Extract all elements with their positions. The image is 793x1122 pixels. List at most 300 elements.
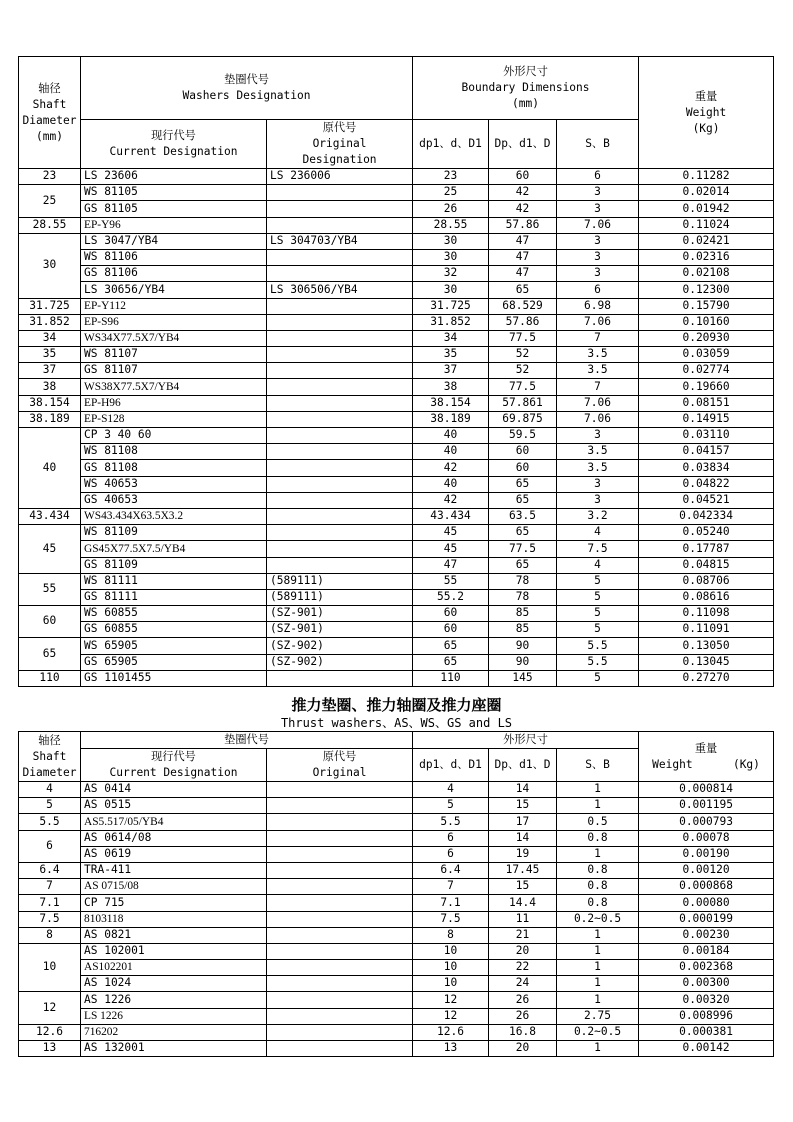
shaft-cell: 38.154 <box>19 395 81 411</box>
original-designation-cell <box>267 830 413 846</box>
dp-cell: 78 <box>489 573 557 589</box>
washers-table-body <box>19 169 774 687</box>
sb-cell: 2.75 <box>557 1008 639 1024</box>
original-designation-cell <box>267 185 413 201</box>
sb-cell: 3 <box>557 492 639 508</box>
shaft-cell: 37 <box>19 363 81 379</box>
shaft-cell: 7 <box>19 879 81 895</box>
dp1-cell: 34 <box>413 330 489 346</box>
washers-designation-header: 垫圈代号 <box>81 732 413 749</box>
dp-cell: 60 <box>489 460 557 476</box>
original-designation-cell <box>267 862 413 878</box>
original-designation-cell <box>267 782 413 798</box>
original-designation-cell: (SZ-902) <box>267 638 413 654</box>
current-designation-cell: WS 81107 <box>81 347 267 363</box>
dp1-cell: 42 <box>413 460 489 476</box>
weight-cell: 0.08616 <box>639 589 774 605</box>
dp1-cell: 30 <box>413 282 489 298</box>
dp1-cell: 25 <box>413 185 489 201</box>
dp1-cell: 28.55 <box>413 217 489 233</box>
current-designation-cell: AS 0715/08 <box>81 879 267 895</box>
dp1-cell: 10 <box>413 960 489 976</box>
table-row <box>19 185 774 201</box>
table-row <box>19 814 774 830</box>
weight-cell: 0.11282 <box>639 169 774 185</box>
sb-cell: 3 <box>557 233 639 249</box>
dp1-cell: 5 <box>413 798 489 814</box>
sb-cell: 3.2 <box>557 508 639 524</box>
weight-cell: 0.13050 <box>639 638 774 654</box>
dp1-cell: 6.4 <box>413 862 489 878</box>
sb-cell: 3.5 <box>557 460 639 476</box>
table-row <box>19 525 774 541</box>
table-row <box>19 347 774 363</box>
dp-cell: 24 <box>489 976 557 992</box>
weight-cell: 0.11024 <box>639 217 774 233</box>
weight-cell: 0.03834 <box>639 460 774 476</box>
table-row <box>19 541 774 557</box>
weight-cell: 0.03059 <box>639 347 774 363</box>
dp1-cell: 6 <box>413 846 489 862</box>
current-designation-cell: WS 40653 <box>81 476 267 492</box>
sb-cell: 5 <box>557 622 639 638</box>
weight-cell: 0.19660 <box>639 379 774 395</box>
dp-cell: 69.875 <box>489 411 557 427</box>
original-designation-cell <box>267 298 413 314</box>
dp-cell: 90 <box>489 654 557 670</box>
sb-cell: 3 <box>557 185 639 201</box>
dp-cell: 52 <box>489 347 557 363</box>
weight-cell: 0.00078 <box>639 830 774 846</box>
weight-cell: 0.00300 <box>639 976 774 992</box>
dp1-cell: 55 <box>413 573 489 589</box>
sb-cell: 5.5 <box>557 638 639 654</box>
current-designation-cell: AS 0515 <box>81 798 267 814</box>
table-row <box>19 557 774 573</box>
original-designation-cell <box>267 217 413 233</box>
original-designation-cell: (SZ-901) <box>267 606 413 622</box>
weight-cell: 0.02421 <box>639 233 774 249</box>
shaft-cell: 6.4 <box>19 862 81 878</box>
dp-cell: 57.86 <box>489 314 557 330</box>
dp-cell: 65 <box>489 557 557 573</box>
dp1-cell: 10 <box>413 976 489 992</box>
table-row <box>19 330 774 346</box>
dp-cell: 65 <box>489 525 557 541</box>
sb-cell: 1 <box>557 782 639 798</box>
table-row <box>19 444 774 460</box>
table-row <box>19 411 774 427</box>
weight-cell: 0.042334 <box>639 508 774 524</box>
original-designation-cell <box>267 379 413 395</box>
shaft-cell: 40 <box>19 428 81 509</box>
original-designation-cell: (SZ-901) <box>267 622 413 638</box>
weight-cell: 0.11098 <box>639 606 774 622</box>
sb-cell: 3 <box>557 428 639 444</box>
table-row <box>19 266 774 282</box>
dp-cell: 63.5 <box>489 508 557 524</box>
dp-cell: 65 <box>489 282 557 298</box>
current-designation-cell: AS 0619 <box>81 846 267 862</box>
table-row <box>19 606 774 622</box>
weight-header: 重量 Weight (Kg) <box>639 57 774 169</box>
table-row <box>19 589 774 605</box>
original-designation-cell <box>267 960 413 976</box>
dp-cell: 19 <box>489 846 557 862</box>
original-designation-cell <box>267 895 413 911</box>
table-row <box>19 282 774 298</box>
weight-cell: 0.00080 <box>639 895 774 911</box>
current-designation-cell: GS 1101455 <box>81 670 267 686</box>
dp-cell: 15 <box>489 798 557 814</box>
shaft-cell: 60 <box>19 606 81 638</box>
weight-cell: 0.01942 <box>639 201 774 217</box>
dp-cell: 59.5 <box>489 428 557 444</box>
weight-cell: 0.04815 <box>639 557 774 573</box>
table-row <box>19 492 774 508</box>
shaft-cell: 65 <box>19 638 81 670</box>
table-row <box>19 622 774 638</box>
dp1-d-D1-header: dp1、d、D1 <box>413 749 489 782</box>
sb-cell: 3.5 <box>557 444 639 460</box>
weight-cell: 0.00184 <box>639 943 774 959</box>
table-row <box>19 1024 774 1040</box>
original-designation-header: 原代号 Original <box>267 749 413 782</box>
original-designation-cell <box>267 911 413 927</box>
original-designation-cell <box>267 330 413 346</box>
current-designation-cell: LS 23606 <box>81 169 267 185</box>
table-row <box>19 670 774 686</box>
section-subtitle: Thrust washers、AS、WS、GS and LS <box>280 716 513 730</box>
dp-cell: 26 <box>489 1008 557 1024</box>
current-designation-cell: AS102201 <box>81 960 267 976</box>
current-designation-cell: WS38X77.5X7/YB4 <box>81 379 267 395</box>
shaft-cell: 6 <box>19 830 81 862</box>
dp-cell: 60 <box>489 444 557 460</box>
sb-cell: 5 <box>557 573 639 589</box>
dp1-cell: 5.5 <box>413 814 489 830</box>
original-designation-cell <box>267 798 413 814</box>
washers-designation-header: 垫圈代号 Washers Designation <box>81 57 413 120</box>
thrust-washers-table <box>18 731 774 1057</box>
original-designation-cell <box>267 557 413 573</box>
boundary-dimensions-header: 外形尺寸 <box>413 732 639 749</box>
weight-cell: 0.05240 <box>639 525 774 541</box>
section-title: 推力垫圈、推力轴圈及推力座圈 <box>291 696 502 714</box>
original-designation-cell <box>267 476 413 492</box>
current-designation-header: 现行代号 Current Designation <box>81 120 267 169</box>
original-designation-cell: LS 236006 <box>267 169 413 185</box>
sb-cell: 7.06 <box>557 395 639 411</box>
original-designation-cell <box>267 1008 413 1024</box>
thrust-washers-table-body <box>19 782 774 1057</box>
sb-cell: 0.8 <box>557 895 639 911</box>
current-designation-header: 现行代号 Current Designation <box>81 749 267 782</box>
weight-cell: 0.02014 <box>639 185 774 201</box>
dp1-cell: 7.5 <box>413 911 489 927</box>
original-designation-cell <box>267 428 413 444</box>
dp1-d-D1-header: dp1、d、D1 <box>413 120 489 169</box>
original-designation-cell <box>267 492 413 508</box>
current-designation-cell: AS 0821 <box>81 927 267 943</box>
sb-cell: 7 <box>557 330 639 346</box>
shaft-cell: 45 <box>19 525 81 574</box>
current-designation-cell: GS 65905 <box>81 654 267 670</box>
shaft-cell: 7.1 <box>19 895 81 911</box>
current-designation-cell: AS 0614/08 <box>81 830 267 846</box>
current-designation-cell: AS5.517/05/YB4 <box>81 814 267 830</box>
sb-cell: 0.5 <box>557 814 639 830</box>
dp-cell: 85 <box>489 606 557 622</box>
original-designation-cell <box>267 814 413 830</box>
sb-cell: 4 <box>557 557 639 573</box>
dp-cell: 65 <box>489 476 557 492</box>
weight-cell: 0.000381 <box>639 1024 774 1040</box>
original-designation-cell <box>267 314 413 330</box>
dp1-cell: 45 <box>413 541 489 557</box>
current-designation-cell: GS 81106 <box>81 266 267 282</box>
table-row <box>19 798 774 814</box>
dp-cell: 85 <box>489 622 557 638</box>
sb-cell: 7.5 <box>557 541 639 557</box>
shaft-cell: 5.5 <box>19 814 81 830</box>
weight-cell: 0.15790 <box>639 298 774 314</box>
table-row <box>19 830 774 846</box>
table-row <box>19 249 774 265</box>
dp-cell: 145 <box>489 670 557 686</box>
dp-cell: 22 <box>489 960 557 976</box>
weight-cell: 0.00230 <box>639 927 774 943</box>
sb-cell: 0.8 <box>557 879 639 895</box>
current-designation-cell: EP-S128 <box>81 411 267 427</box>
dp1-cell: 13 <box>413 1041 489 1057</box>
original-designation-cell: (589111) <box>267 573 413 589</box>
current-designation-cell: EP-Y96 <box>81 217 267 233</box>
washers-table <box>18 56 774 687</box>
sb-cell: 4 <box>557 525 639 541</box>
dp1-cell: 30 <box>413 249 489 265</box>
current-designation-cell: GS 81111 <box>81 589 267 605</box>
shaft-cell: 28.55 <box>19 217 81 233</box>
dp1-cell: 40 <box>413 428 489 444</box>
dp1-cell: 23 <box>413 169 489 185</box>
table-row <box>19 201 774 217</box>
current-designation-cell: WS 65905 <box>81 638 267 654</box>
current-designation-cell: GS 81108 <box>81 460 267 476</box>
dp1-cell: 7 <box>413 879 489 895</box>
sb-cell: 0.8 <box>557 862 639 878</box>
shaft-cell: 30 <box>19 233 81 298</box>
dp1-cell: 60 <box>413 622 489 638</box>
current-designation-cell: WS 81108 <box>81 444 267 460</box>
weight-cell: 0.02774 <box>639 363 774 379</box>
weight-cell: 0.11091 <box>639 622 774 638</box>
dp1-cell: 65 <box>413 638 489 654</box>
weight-cell: 0.27270 <box>639 670 774 686</box>
dp-cell: 11 <box>489 911 557 927</box>
table-row <box>19 862 774 878</box>
current-designation-cell: 8103118 <box>81 911 267 927</box>
dp1-cell: 31.725 <box>413 298 489 314</box>
original-designation-cell <box>267 927 413 943</box>
dp-cell: 14 <box>489 830 557 846</box>
weight-cell: 0.000793 <box>639 814 774 830</box>
sb-cell: 1 <box>557 960 639 976</box>
table-row <box>19 927 774 943</box>
shaft-cell: 34 <box>19 330 81 346</box>
current-designation-cell: AS 0414 <box>81 782 267 798</box>
weight-cell: 0.20930 <box>639 330 774 346</box>
dp1-cell: 4 <box>413 782 489 798</box>
sb-cell: 1 <box>557 798 639 814</box>
shaft-cell: 8 <box>19 927 81 943</box>
sb-cell: 1 <box>557 992 639 1008</box>
dp-cell: 77.5 <box>489 541 557 557</box>
original-designation-cell <box>267 541 413 557</box>
table-row <box>19 460 774 476</box>
dp1-cell: 60 <box>413 606 489 622</box>
table-row <box>19 314 774 330</box>
dp1-cell: 12 <box>413 992 489 1008</box>
weight-cell: 0.04822 <box>639 476 774 492</box>
weight-cell: 0.02316 <box>639 249 774 265</box>
dp1-cell: 6 <box>413 830 489 846</box>
sb-cell: 5 <box>557 670 639 686</box>
dp-cell: 57.861 <box>489 395 557 411</box>
sb-cell: 5 <box>557 589 639 605</box>
sb-cell: 0.2~0.5 <box>557 911 639 927</box>
dp1-cell: 32 <box>413 266 489 282</box>
shaft-cell: 12.6 <box>19 1024 81 1040</box>
table-row <box>19 169 774 185</box>
table-row <box>19 911 774 927</box>
shaft-cell: 12 <box>19 992 81 1024</box>
current-designation-cell: TRA-411 <box>81 862 267 878</box>
sb-cell: 1 <box>557 976 639 992</box>
current-designation-cell: EP-Y112 <box>81 298 267 314</box>
original-designation-cell <box>267 249 413 265</box>
table-row <box>19 508 774 524</box>
sb-cell: 6.98 <box>557 298 639 314</box>
shaft-cell: 31.725 <box>19 298 81 314</box>
sb-cell: 1 <box>557 1041 639 1057</box>
current-designation-cell: GS 40653 <box>81 492 267 508</box>
dp-cell: 65 <box>489 492 557 508</box>
weight-cell: 0.002368 <box>639 960 774 976</box>
dp-cell: 60 <box>489 169 557 185</box>
original-designation-cell <box>267 201 413 217</box>
weight-cell: 0.00320 <box>639 992 774 1008</box>
dp1-cell: 45 <box>413 525 489 541</box>
dp1-cell: 65 <box>413 654 489 670</box>
original-designation-cell <box>267 525 413 541</box>
dp1-cell: 38.154 <box>413 395 489 411</box>
shaft-diameter-header: 轴径 Shaft Diameter (mm) <box>19 57 81 169</box>
dp-cell: 90 <box>489 638 557 654</box>
current-designation-cell: EP-S96 <box>81 314 267 330</box>
dp-cell: 17.45 <box>489 862 557 878</box>
sb-cell: 7.06 <box>557 314 639 330</box>
original-designation-cell <box>267 670 413 686</box>
shaft-cell: 31.852 <box>19 314 81 330</box>
current-designation-cell: GS45X77.5X7.5/YB4 <box>81 541 267 557</box>
dp1-cell: 35 <box>413 347 489 363</box>
S-B-header: S、B <box>557 120 639 169</box>
weight-cell: 0.000814 <box>639 782 774 798</box>
shaft-cell: 4 <box>19 782 81 798</box>
sb-cell: 0.8 <box>557 830 639 846</box>
original-designation-cell <box>267 266 413 282</box>
weight-cell: 0.14915 <box>639 411 774 427</box>
dp-cell: 16.8 <box>489 1024 557 1040</box>
weight-cell: 0.04157 <box>639 444 774 460</box>
dp1-cell: 40 <box>413 476 489 492</box>
table-row <box>19 846 774 862</box>
original-designation-cell <box>267 976 413 992</box>
current-designation-cell: WS34X77.5X7/YB4 <box>81 330 267 346</box>
shaft-diameter-header: 轴径 Shaft Diameter <box>19 732 81 782</box>
dp1-cell: 38 <box>413 379 489 395</box>
dp1-cell: 12 <box>413 1008 489 1024</box>
table-row <box>19 943 774 959</box>
table-row <box>19 1041 774 1057</box>
original-designation-cell <box>267 363 413 379</box>
weight-cell: 0.17787 <box>639 541 774 557</box>
dp1-cell: 30 <box>413 233 489 249</box>
dp-cell: 52 <box>489 363 557 379</box>
original-designation-cell <box>267 460 413 476</box>
weight-cell: 0.02108 <box>639 266 774 282</box>
current-designation-cell: LS 3047/YB4 <box>81 233 267 249</box>
Dp-d1-D-header: Dp、d1、D <box>489 749 557 782</box>
dp-cell: 21 <box>489 927 557 943</box>
table-row <box>19 428 774 444</box>
sb-cell: 1 <box>557 943 639 959</box>
sb-cell: 7.06 <box>557 411 639 427</box>
dp-cell: 78 <box>489 589 557 605</box>
table-row <box>19 976 774 992</box>
dp-cell: 20 <box>489 943 557 959</box>
dp-cell: 77.5 <box>489 379 557 395</box>
table-row <box>19 879 774 895</box>
table-row <box>19 233 774 249</box>
weight-cell: 0.008996 <box>639 1008 774 1024</box>
shaft-cell: 35 <box>19 347 81 363</box>
weight-cell: 0.10160 <box>639 314 774 330</box>
original-designation-cell: LS 306506/YB4 <box>267 282 413 298</box>
sb-cell: 3.5 <box>557 363 639 379</box>
original-designation-cell <box>267 879 413 895</box>
current-designation-cell: GS 81107 <box>81 363 267 379</box>
original-designation-cell <box>267 1024 413 1040</box>
sb-cell: 7.06 <box>557 217 639 233</box>
table-row <box>19 638 774 654</box>
shaft-cell: 43.434 <box>19 508 81 524</box>
dp-cell: 42 <box>489 201 557 217</box>
table-row <box>19 363 774 379</box>
sb-cell: 3 <box>557 201 639 217</box>
sb-cell: 3 <box>557 266 639 282</box>
dp-cell: 57.86 <box>489 217 557 233</box>
shaft-cell: 10 <box>19 943 81 992</box>
dp1-cell: 38.189 <box>413 411 489 427</box>
shaft-cell: 38.189 <box>19 411 81 427</box>
shaft-cell: 110 <box>19 670 81 686</box>
sb-cell: 0.2~0.5 <box>557 1024 639 1040</box>
dp1-cell: 37 <box>413 363 489 379</box>
dp1-cell: 26 <box>413 201 489 217</box>
dp-cell: 77.5 <box>489 330 557 346</box>
